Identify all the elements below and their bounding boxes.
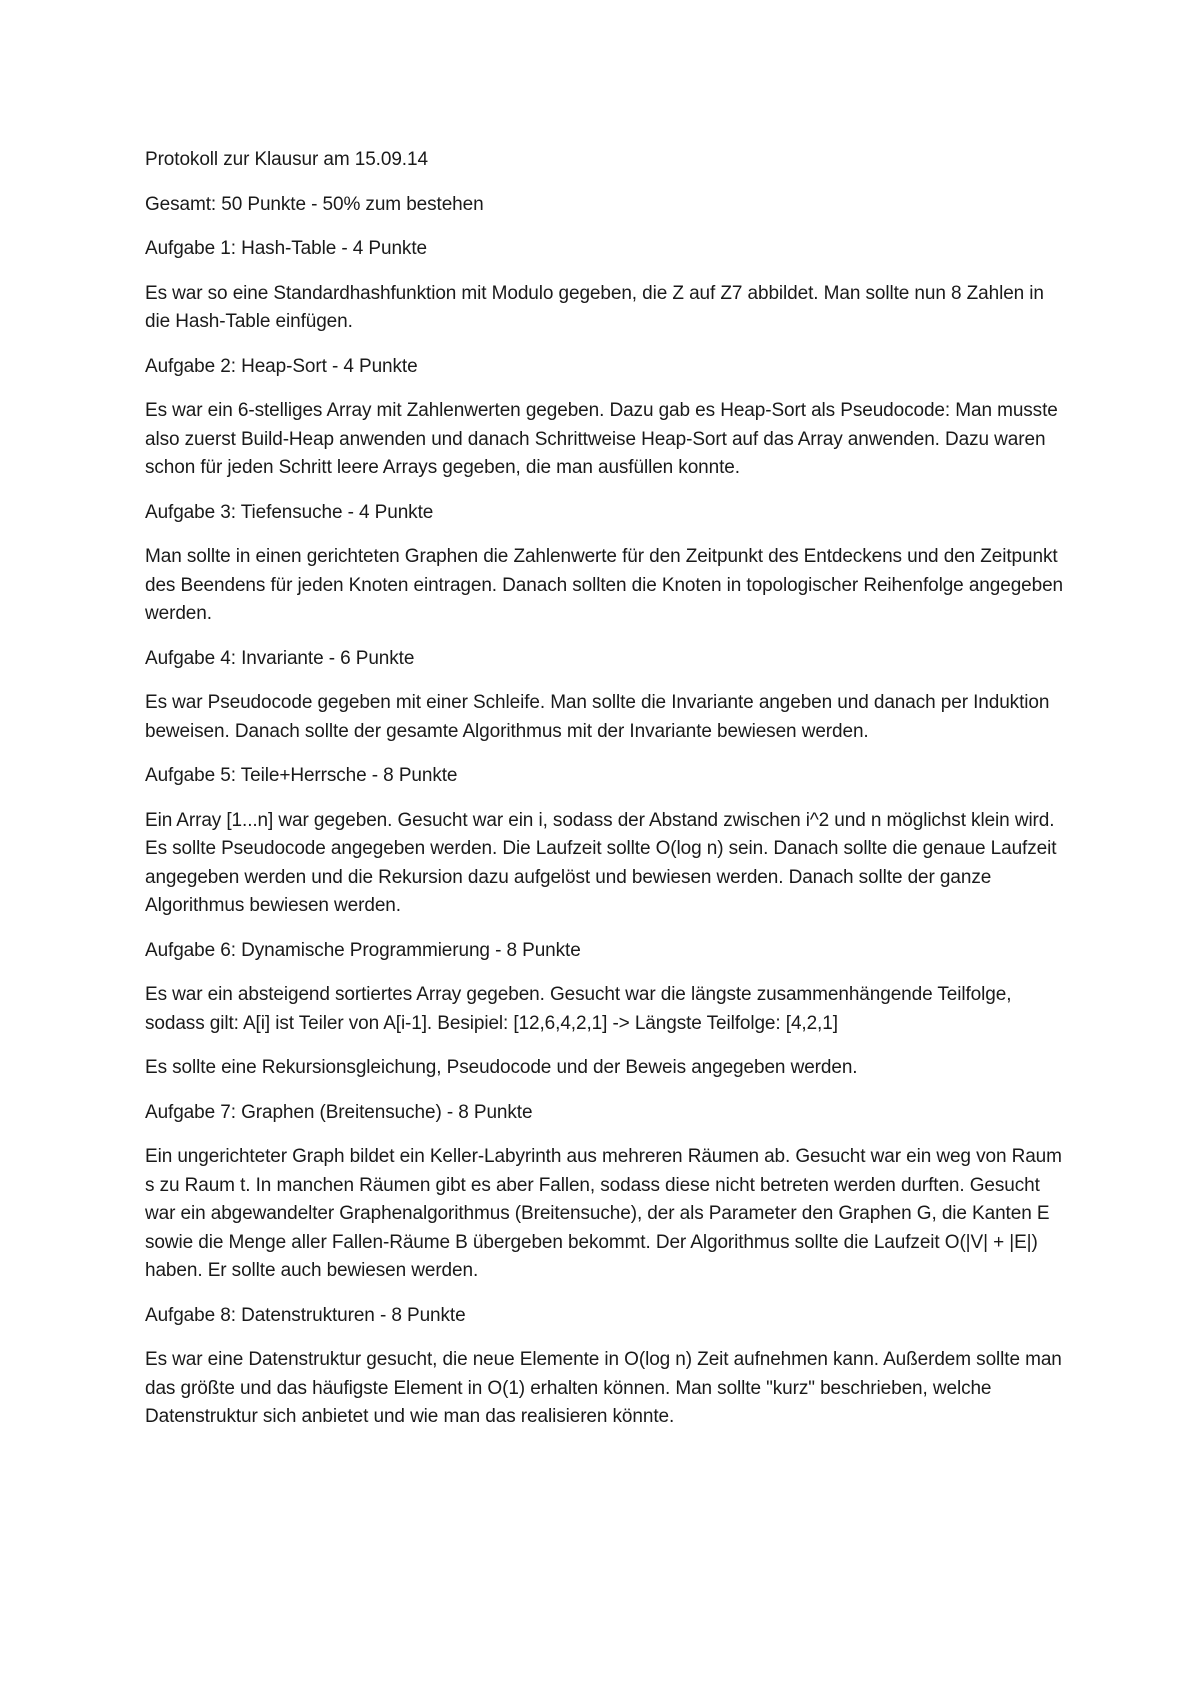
task-1-heading: Aufgabe 1: Hash-Table - 4 Punkte <box>145 238 427 259</box>
task-7-text: Ein ungerichteter Graph bildet ein Keller-Labyrinth aus mehreren Räumen ab. Gesucht war ein weg von Raum s zu Raum t. In manchen Räumen gibt es aber Fallen, sodass diese nicht betreten werden durften. Gesucht war ein abgewandelter Graphenalgorithmus (Breitensuche), der als Parameter den Graphen G, die Kanten E sowie die Menge aller Fallen-Räume B übergeben bekommt. Der Algorithmus sollte die Laufzeit O(|V| + |E|) haben. Er sollte auch bewiesen werden. <box>145 1146 1062 1281</box>
task-8-heading: Aufgabe 8: Datenstrukturen - 8 Punkte <box>145 1304 466 1326</box>
task-2-heading: Aufgabe 2: Heap-Sort - 4 Punkte <box>145 355 418 377</box>
task-8-text: Es war eine Datenstruktur gesucht, die neue Elemente in O(log n) Zeit aufnehmen kann. Außerdem sollte man das größte und das häufigste Element in O(1) erhalten können. Man sollte "kurz" beschrieben, welche Datenstruktur sich anbietet und wie man das realisieren könnte. <box>145 1349 1062 1427</box>
task-7-heading: Aufgabe 7: Graphen (Breitensuche) - 8 Punkte <box>145 1101 533 1123</box>
task-5-heading: Aufgabe 5: Teile+Herrsche - 8 Punkte <box>145 765 458 786</box>
document-title: Protokoll zur Klausur am 15.09.14 <box>145 149 428 170</box>
task-4-heading: Aufgabe 4: Invariante - 6 Punkte <box>145 647 415 669</box>
task-3-heading: Aufgabe 3: Tiefensuche - 4 Punkte <box>145 501 434 523</box>
task-6-heading: Aufgabe 6: Dynamische Programmierung - 8 Punkte <box>145 939 581 961</box>
task-6-text-2: Es sollte eine Rekursionsgleichung, Pseudocode und der Beweis angegeben werden. <box>145 1057 858 1078</box>
task-3-text: Man sollte in einen gerichteten Graphen die Zahlenwerte für den Zeitpunkt des Entdeckens und den Zeitpunkt des Beendens für jeden Knoten eintragen. Danach sollten die Knoten in topologischer Reihenfolge angegeben werden. <box>145 546 1064 624</box>
total-points: Gesamt: 50 Punkte - 50% zum bestehen <box>145 193 484 215</box>
task-1-text: Es war so eine Standardhashfunktion mit Modulo gegeben, die Z auf Z7 abbildet. Man sollte nun 8 Zahlen in die Hash-Table einfügen. <box>145 282 1044 332</box>
task-6-text: Es war ein absteigend sortiertes Array gegeben. Gesucht war die längste zusammenhängende Teilfolge, sodass gilt: A[i] ist Teiler von A[i-1]. Besipiel: [12,6,4,2,1] -> Längste Teilfolge: [4,2,1] <box>145 984 1012 1034</box>
task-5-text: Ein Array [1...n] war gegeben. Gesucht war ein i, sodass der Abstand zwischen i^2 und n möglichst klein wird. Es sollte Pseudocode angegeben werden. Die Laufzeit sollte O(log n) sein. Danach sollte die genaue Laufzeit angegeben werden und die Rekursion dazu aufgelöst und bewiesen werden. Danach sollte der ganze Algorithmus bewiesen werden. <box>145 809 1057 916</box>
task-4-text: Es war Pseudocode gegeben mit einer Schleife. Man sollte die Invariante angeben und danach per Induktion beweisen. Danach sollte der gesamte Algorithmus mit der Invariante bewiesen werden. <box>145 692 1050 742</box>
task-2-text: Es war ein 6-stelliges Array mit Zahlenwerten gegeben. Dazu gab es Heap-Sort als Pseudocode: Man musste also zuerst Build-Heap anwenden und danach Schrittweise Heap-Sort auf das Array anwenden. Dazu waren schon für jeden Schritt leere Arrays gegeben, die man ausfüllen konnte. <box>145 400 1058 478</box>
document-body <box>145 146 1065 1448</box>
